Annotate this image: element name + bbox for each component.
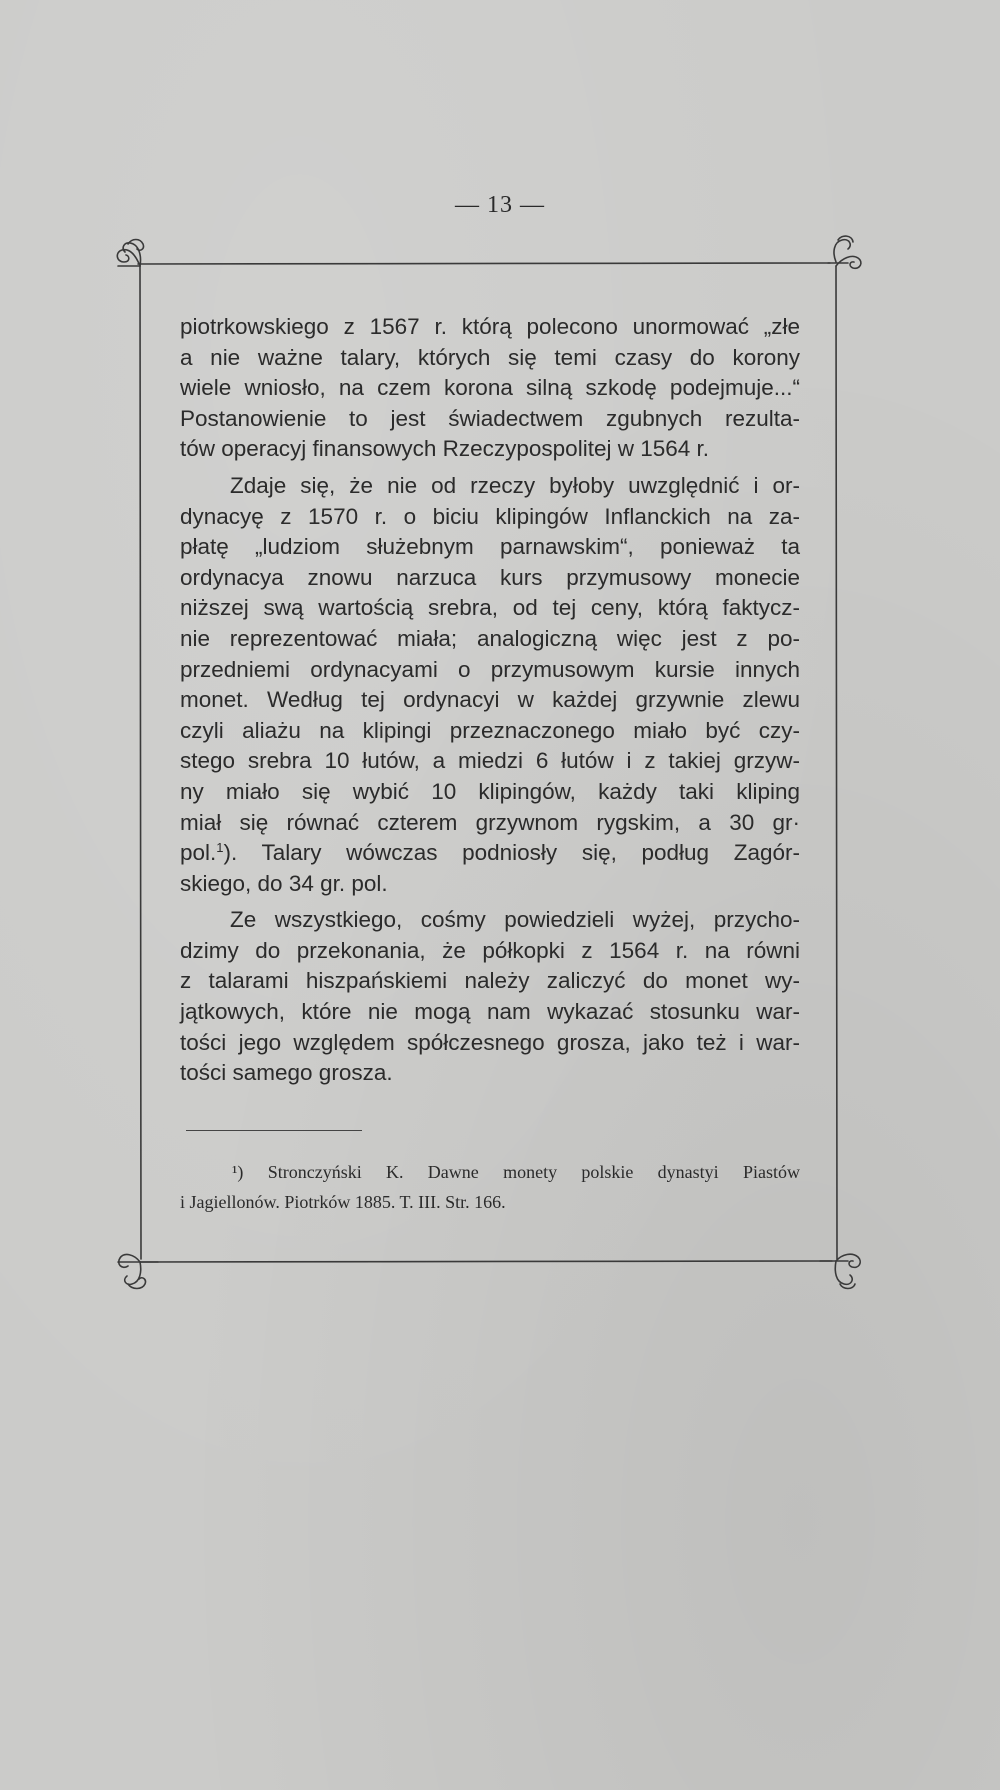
footnote-line: i Jagiellonów. Piotrków 1885. T. III. Str. 166. xyxy=(180,1192,506,1212)
footnote-marker: ¹) xyxy=(232,1162,244,1182)
text-line: tów operacyj finansowych Rzeczypospolitej w 1564 r. xyxy=(180,436,710,462)
text-line: z talarami hiszpańskiemi należy zaliczyć do monet wy- xyxy=(180,968,800,994)
text-line: płatę „ludziom służebnym parnawskim“, ponieważ ta xyxy=(180,534,800,560)
text-line xyxy=(180,838,800,869)
footnote-line xyxy=(180,1157,800,1187)
footnote-divider xyxy=(186,1130,362,1131)
text-line: stego srebra 10 łutów, a miedzi 6 łutów i z takiej grzyw- xyxy=(180,748,800,774)
footnote-reference: 1 xyxy=(216,840,224,856)
body-text xyxy=(180,312,800,1089)
text-line: ordynacya znowu narzuca kurs przymusowy monecie xyxy=(180,564,800,590)
corner-top-left-icon xyxy=(117,240,143,267)
text-line: ny miało się wybić 10 klipingów, każdy taki kliping xyxy=(180,778,800,804)
text-line: monet. Według tej ordynacyi w każdej grzywnie zlewu xyxy=(180,687,800,713)
frame-left-line xyxy=(140,266,141,1259)
frame-right-line xyxy=(836,266,837,1259)
text-line: wiele wniosło, na czem korona silną szkodę podejmuje...“ xyxy=(180,375,800,401)
text-fragment: ). Talary wówczas podniosły się, podług Zagór- xyxy=(223,840,800,866)
text-line: Zdaje się, że nie od rzeczy byłoby uwzględnić i or- xyxy=(230,472,800,498)
text-line: skiego, do 34 gr. pol. xyxy=(180,870,388,896)
text-line: przedniemi ordynacyami o przymusowym kursie innych xyxy=(180,656,800,682)
text-line: piotrkowskiego z 1567 r. którą polecono unormować „złe xyxy=(180,314,800,339)
text-line: tości jego względem spółczesnego grosza, jako też i war- xyxy=(180,1029,800,1055)
text-line: dynacyę z 1570 r. o biciu klipingów Inflanckich na za- xyxy=(180,503,800,529)
corner-bottom-right-icon xyxy=(820,1254,860,1288)
text-line: czyli aliażu na klipingi przeznaczonego miało być czy- xyxy=(180,717,800,743)
text-line: niższej swą wartością srebra, od tej ceny, którą faktycz- xyxy=(180,595,800,621)
frame-top-line xyxy=(138,263,830,264)
text-line: miał się równać czterem grzywnom rygskim, a 30 gr· xyxy=(180,809,800,835)
frame-bottom-line xyxy=(140,1261,832,1262)
text-line: tości samego grosza. xyxy=(180,1060,393,1086)
text-line: Postanowienie to jest świadectwem zgubnych rezulta- xyxy=(180,405,800,431)
corner-top-right-icon xyxy=(828,236,861,268)
footnote-text: Stronczyński K. Dawne monety polskie dynastyi Piastów xyxy=(267,1162,800,1182)
text-line: Ze wszystkiego, cośmy powiedzieli wyżej, przycho- xyxy=(230,907,800,933)
footnote xyxy=(180,1157,800,1217)
corner-bottom-left-icon xyxy=(118,1255,158,1289)
text-fragment: pol. xyxy=(180,840,217,866)
text-line: a nie ważne talary, których się temi czasy do korony xyxy=(180,344,800,370)
text-line: jątkowych, które nie mogą nam wykazać stosunku war- xyxy=(180,999,800,1025)
page-number: — 13 — xyxy=(455,192,545,218)
text-line: dzimy do przekonania, że półkopki z 1564 r. na równi xyxy=(180,937,800,963)
text-line: nie reprezentować miała; analogiczną więc jest z po- xyxy=(180,625,800,651)
